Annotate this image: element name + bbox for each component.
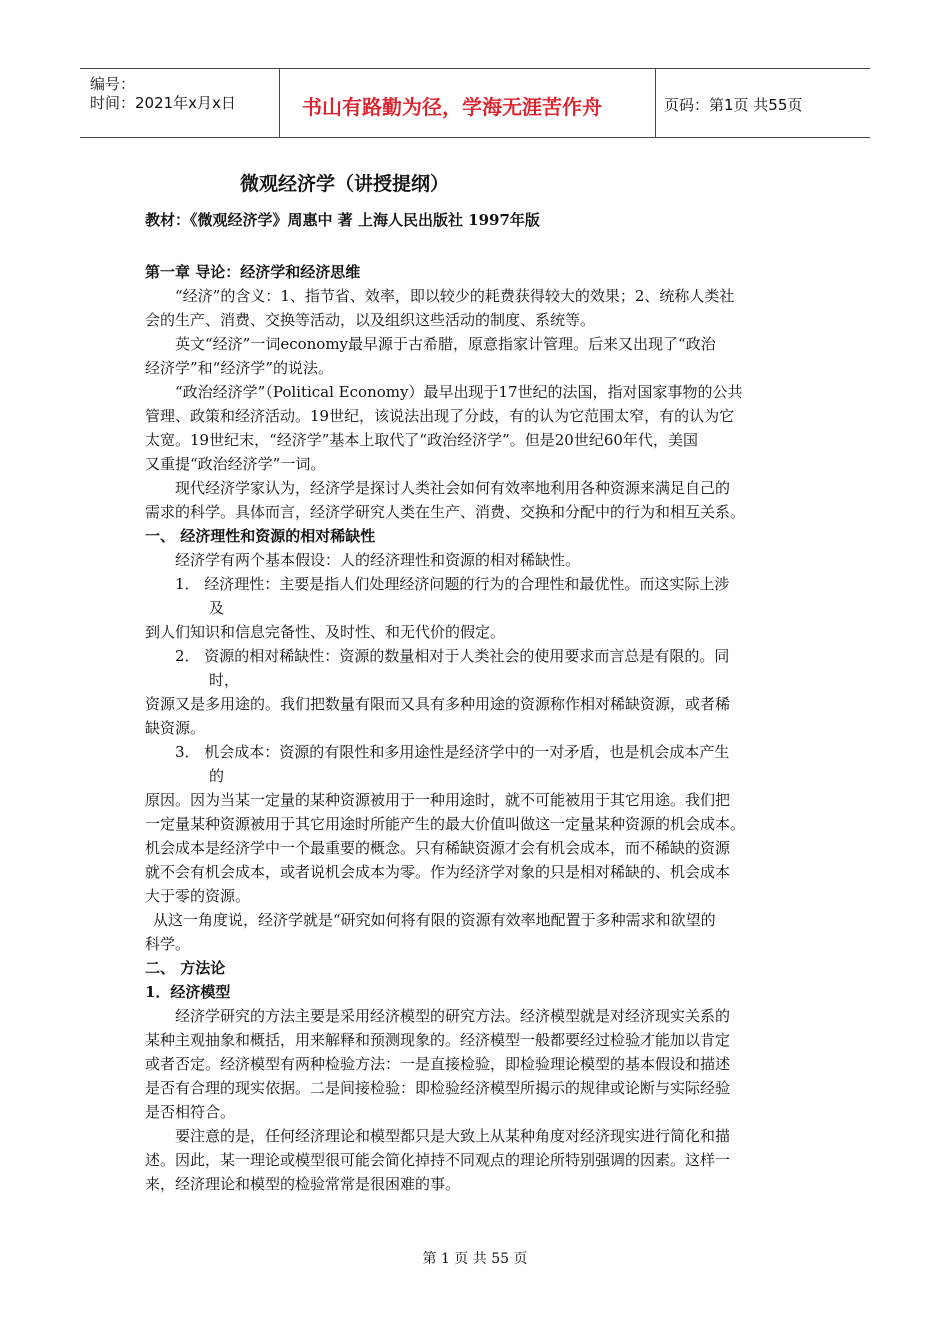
textbook-line: 教材：《微观经济学》周惠中 著 上海人民出版社 1997年版 bbox=[145, 211, 540, 229]
text-line: 又重提“政治经济学”一词。 bbox=[145, 455, 326, 473]
text-line: 是否相符合。 bbox=[145, 1103, 236, 1121]
text-line: 时， bbox=[209, 671, 240, 689]
text-line: 的 bbox=[209, 767, 225, 785]
header-meta-cell bbox=[80, 69, 280, 137]
text-line: 就不会有机会成本，或者说机会成本为零。作为经济学对象的只是相对稀缺的、机会成本 bbox=[145, 863, 731, 881]
text-line: “经济”的含义：1、指节省、效率，即以较少的耗费获得较大的效果；2、统称人类社 bbox=[175, 287, 735, 305]
text-line: 现代经济学家认为，经济学是探讨人类社会如何有效率地利用各种资源来满足自己的 bbox=[175, 479, 731, 497]
text-line: 1．经济模型 bbox=[145, 983, 231, 1001]
page-header bbox=[80, 68, 870, 138]
page-footer: 第 1 页 共 55 页 bbox=[422, 1251, 528, 1267]
header-motto-cell bbox=[280, 69, 656, 137]
text-line: 及 bbox=[209, 599, 225, 617]
text-line: 会的生产、消费、交换等活动，以及组织这些活动的制度、系统等。 bbox=[145, 311, 596, 329]
text-line: 一定量某种资源被用于其它用途时所能产生的最大价值叫做这一定量某种资源的机会成本。 bbox=[145, 815, 746, 833]
motto-text: 书山有路勤为径，学海无涯苦作舟 bbox=[302, 95, 602, 119]
text-line: 来，经济理论和模型的检验常常是很困难的事。 bbox=[145, 1175, 461, 1193]
text-line: 资源又是多用途的。我们把数量有限而又具有多种用途的资源称作相对稀缺资源，或者稀 bbox=[145, 695, 731, 713]
text-line: 大于零的资源。 bbox=[145, 887, 251, 905]
document-body bbox=[145, 170, 810, 1196]
text-line: 缺资源。 bbox=[145, 719, 206, 737]
text-line: 一、 经济理性和资源的相对稀缺性 bbox=[145, 527, 376, 545]
text-line: 要注意的是，任何经济理论和模型都只是大致上从某种角度对经济现实进行简化和描 bbox=[175, 1127, 731, 1145]
text-line: 机会成本是经济学中一个最重要的概念。只有稀缺资源才会有机会成本，而不稀缺的资源 bbox=[145, 839, 731, 857]
text-line: 述。因此，某一理论或模型很可能会简化掉持不同观点的理论所特别强调的因素。这样一 bbox=[145, 1151, 731, 1169]
text-line: 从这一角度说，经济学就是“研究如何将有限的资源有效率地配置于多种需求和欲望的 bbox=[153, 911, 716, 929]
text-line: 是否有合理的现实依据。二是间接检验：即检验经济模型所揭示的规律或论断与实际经验 bbox=[145, 1079, 731, 1097]
text-line: 经济学有两个基本假设：人的经济理性和资源的相对稀缺性。 bbox=[175, 551, 581, 569]
text-line: 某种主观抽象和概括，用来解释和预测现象的。经济模型一般都要经过检验才能加以肯定 bbox=[145, 1031, 731, 1049]
text-line: 科学。 bbox=[145, 935, 191, 953]
header-page-cell bbox=[656, 69, 870, 137]
text-line: 3． 机会成本：资源的有限性和多用途性是经济学中的一对矛盾，也是机会成本产生 bbox=[175, 743, 730, 761]
body-lines bbox=[145, 260, 810, 1196]
text-line: 经济学”和“经济学”的说法。 bbox=[145, 359, 334, 377]
text-line: 二、 方法论 bbox=[145, 959, 226, 977]
text-line: 太宽。19世纪末，“经济学”基本上取代了“政治经济学”。但是20世纪60年代，美国 bbox=[145, 431, 698, 449]
text-line: 管理、政策和经济活动。19世纪，该说法出现了分歧，有的认为它范围太窄，有的认为它 bbox=[145, 407, 735, 425]
text-line: 2． 资源的相对稀缺性：资源的数量相对于人类社会的使用要求而言总是有限的。同 bbox=[175, 647, 730, 665]
text-line: 原因。因为当某一定量的某种资源被用于一种用途时，就不可能被用于其它用途。我们把 bbox=[145, 791, 731, 809]
text-line: “政治经济学”（Political Economy）最早出现于17世纪的法国，指对国家事物的公共 bbox=[175, 383, 743, 401]
text-line: 或者否定。经济模型有两种检验方法：一是直接检验，即检验理论模型的基本假设和描述 bbox=[145, 1055, 731, 1073]
text-line: 1． 经济理性：主要是指人们处理经济问题的行为的合理性和最优性。而这实际上涉 bbox=[175, 575, 730, 593]
text-line: 需求的科学。具体而言，经济学研究人类在生产、消费、交换和分配中的行为和相互关系。 bbox=[145, 503, 746, 521]
page-code: 页码：第1页 共55页 bbox=[664, 96, 803, 114]
text-line: 经济学研究的方法主要是采用经济模型的研究方法。经济模型就是对经济现实关系的 bbox=[175, 1007, 731, 1025]
text-line: 英文“经济”一词economy最早源于古希腊，原意指家计管理。后来又出现了“政治 bbox=[175, 335, 716, 353]
document-title: 微观经济学（讲授提纲） bbox=[240, 173, 450, 195]
text-line: 第一章 导论：经济学和经济思维 bbox=[145, 263, 361, 281]
document-number-label: 编号： bbox=[90, 75, 136, 93]
document-date-label: 时间：2021年x月x日 bbox=[90, 94, 236, 112]
text-line: 到人们知识和信息完备性、及时性、和无代价的假定。 bbox=[145, 623, 506, 641]
